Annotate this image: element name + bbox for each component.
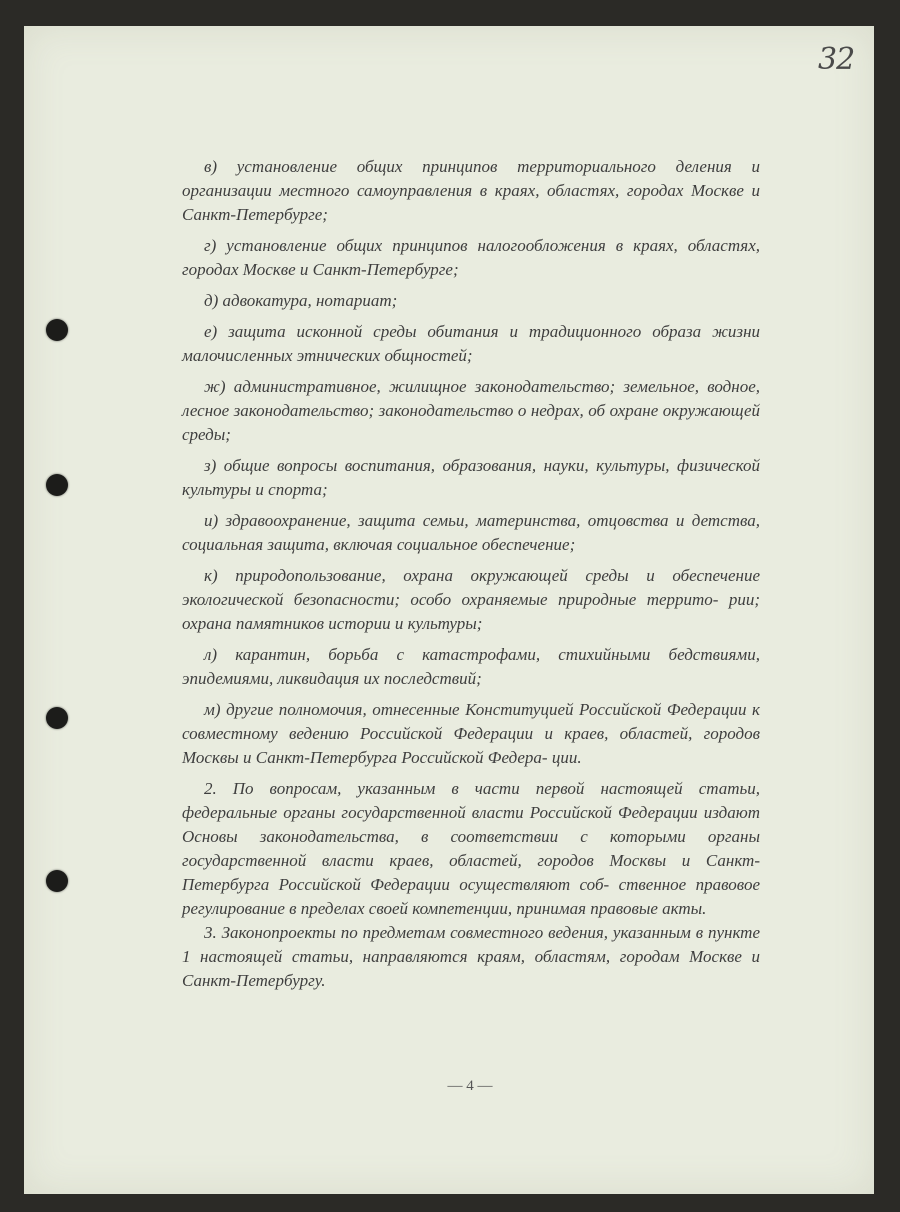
paragraph-k: к) природопользование, охрана окружающей среды и обеспечение экологической безопасности; особо охраняемые природные террито- рии; охрана памятников истории и культуры; bbox=[182, 566, 760, 633]
paragraph-e: е) защита исконной среды обитания и традиционного образа жизни малочисленных этнических общностей; bbox=[182, 322, 760, 365]
paragraph-d: д) адвокатура, нотариат; bbox=[204, 291, 398, 310]
punch-hole bbox=[46, 319, 68, 341]
scan-border bbox=[874, 26, 900, 1212]
paragraph-l: л) карантин, борьба с катастрофами, стихийными бедствиями, эпидемиями, ликвидация их последствий; bbox=[182, 645, 760, 688]
paragraph-g: г) установление общих принципов налогообложения в краях, областях, городах Москве и Санкт-Петербурге; bbox=[182, 236, 760, 279]
paragraph-3: 3. Законопроекты по предметам совместного ведения, указанным в пункте 1 настоящей статьи, направляются краям, областям, городам Москве и Санкт-Петербургу. bbox=[182, 923, 760, 990]
paragraph-i: и) здравоохранение, защита семьи, материнства, отцовства и детства, социальная защита, включая социальное обеспечение; bbox=[182, 511, 760, 554]
handwritten-page-number: 32 bbox=[818, 42, 855, 77]
document-body bbox=[182, 155, 760, 1000]
paragraph-m: м) другие полномочия, отнесенные Конституцией Российской Федерации к совместному ведению Российской Федерации и краев, областей, городов Москвы и Санкт-Петербурга Российской Федера- ции. bbox=[182, 700, 760, 767]
punch-hole bbox=[46, 707, 68, 729]
punch-hole bbox=[46, 474, 68, 496]
paragraph-zh: ж) административное, жилищное законодательство; земельное, водное, лесное законодательство; законодательство о недрах, об охране окружающей среды; bbox=[182, 377, 760, 444]
paragraph-2: 2. По вопросам, указанным в части первой настоящей статьи, федеральные органы государственной власти Российской Федерации издают Основы законодательства, в соответствии с которыми органы государственной власти краев, областей, городов Москвы и Санкт-Петербурга Российской Федерации осуществляют соб- ственное правовое регулирование в пределах своей компетенции, принимая правовые акты. bbox=[182, 779, 760, 918]
page-footer-number: — 4 — bbox=[447, 1078, 493, 1094]
punch-hole bbox=[46, 870, 68, 892]
paragraph-v: в) установление общих принципов территориального деления и организации местного самоуправления в краях, областях, городах Москве и Санкт-Петербурге; bbox=[182, 157, 760, 224]
paragraph-z: з) общие вопросы воспитания, образования, науки, культуры, физической культуры и спорта; bbox=[182, 456, 760, 499]
